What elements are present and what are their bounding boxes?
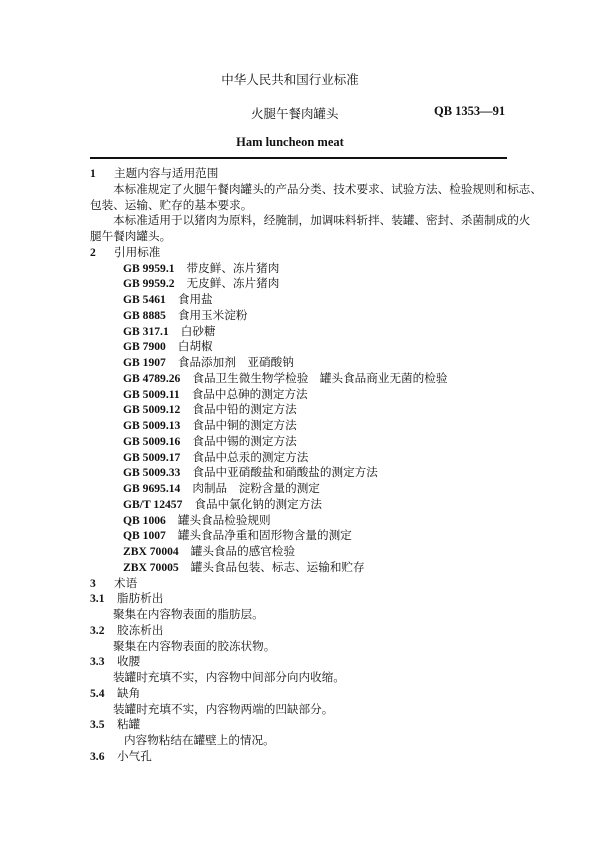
reference-code: GB 317.1 [123,324,169,338]
term-number: 3.6 [90,749,105,763]
reference-code: QB 1006 [123,513,166,527]
reference-code: GB 5009.33 [123,466,181,480]
section-heading [90,245,510,261]
reference-code: GB 9695.14 [123,482,181,495]
reference-title: 食品中锡的测定方法 [192,433,297,448]
term-heading [90,654,510,670]
reference-title: 白胡椒 [177,339,213,354]
section-title: 术语 [114,575,138,590]
term-heading [90,717,510,733]
section-number: 1 [90,167,96,180]
issuer-title: 中华人民共和国行业标准 [221,72,359,87]
paragraph-line: 腿午餐肉罐头。 [90,229,172,243]
term-name: 缺角 [117,685,141,700]
reference-title: 食品添加剂 亚硝酸钠 [177,355,294,369]
term-name: 胶冻析出 [117,622,164,637]
reference-title: 带皮鲜、冻片猪肉 [186,260,280,275]
reference-item [90,544,510,560]
reference-item [90,371,510,387]
reference-title: 白砂糖 [180,323,216,338]
term-name: 小气孔 [117,748,152,763]
term-name: 收腰 [117,654,141,669]
reference-title: 罐头食品净重和固形物含量的测定 [177,528,352,543]
reference-item [90,276,510,292]
reference-title: 食品卫生微生物学检验 罐头食品商业无菌的检验 [192,370,448,385]
reference-title: 罐头食品检验规则 [177,512,271,527]
reference-title: 食用玉米淀粉 [177,307,248,322]
reference-title: 罐头食品的感官检验 [190,544,296,558]
reference-title: 食品中总砷的测定方法 [191,386,308,401]
reference-item [90,481,510,497]
reference-title: 食品中氯化钠的测定方法 [194,496,322,511]
section-number: 2 [90,245,96,259]
reference-item [90,402,510,418]
reference-item [90,292,510,308]
reference-code: ZBX 70005 [123,560,179,574]
reference-code: GB 5009.11 [123,387,180,401]
term-number: 3.1 [90,592,105,606]
reference-code: GB 8885 [123,308,166,322]
reference-code: GB 9959.2 [123,277,175,291]
reference-code: GB 9959.1 [123,261,175,275]
term-definition: 装罐时充填不实，内容物两端的凹缺部分。 [113,701,334,716]
term-list [90,591,510,764]
reference-title: 食品中铜的测定方法 [192,418,297,432]
reference-title: 食用盐 [177,292,213,306]
paragraph-line: 本标准适用于以猪肉为原料，经腌制，加调味料斩拌、装罐、密封、杀菌制成的火 [113,213,531,228]
reference-code: ZBX 70004 [123,545,179,558]
paragraph-line: 包装、运输、贮存的基本要求。 [90,197,253,212]
reference-title: 无皮鲜、冻片猪肉 [186,276,280,291]
reference-item [90,465,510,481]
term-number: 3.3 [90,655,105,669]
term-number: 3.2 [90,623,105,637]
section-title: 引用标准 [114,244,161,259]
term-name: 粘罐 [117,717,141,732]
english-title: Ham luncheon meat [236,135,344,149]
section-heading [90,576,510,592]
reference-title: 罐头食品包装、标志、运输和贮存 [190,559,365,574]
section-heading [90,166,510,182]
standard-name: 火腿午餐肉罐头 [251,106,339,121]
reference-item [90,497,510,513]
reference-item [90,355,510,371]
section-number: 3 [90,576,96,590]
reference-item [90,528,510,544]
reference-code: GB 5009.12 [123,403,181,417]
reference-code: QB 1007 [123,529,166,543]
term-definition: 装罐时充填不实，内容物中间部分向内收缩。 [113,670,345,684]
standard-code: QB 1353—91 [434,104,506,118]
reference-code: GB 5009.16 [123,434,181,448]
reference-code: GB 5009.13 [123,419,181,432]
reference-item [90,560,510,576]
term-heading [90,749,510,765]
reference-item [90,339,510,355]
reference-code: GB 5009.17 [123,450,181,464]
reference-list [90,261,510,576]
reference-code: GB 7900 [123,340,166,354]
reference-title: 食品中总汞的测定方法 [192,449,309,464]
reference-item [90,450,510,466]
reference-code: GB 1907 [123,356,166,369]
term-name: 脂肪析出 [117,591,164,606]
term-definition: 聚集在内容物表面的脂肪层。 [113,607,264,621]
reference-code: GB 5461 [123,293,166,306]
term-definition: 聚集在内容物表面的胶冻状物。 [113,638,276,653]
term-heading [90,591,510,607]
document-body [90,166,542,765]
term-heading [90,623,510,639]
term-number: 3.5 [90,718,105,732]
reference-item [90,261,510,277]
reference-item [90,434,510,450]
section-title: 主题内容与适用范围 [114,166,219,180]
reference-title: 食品中铅的测定方法 [192,402,297,417]
reference-code: GB 4789.26 [123,371,181,385]
header-rule [90,157,507,159]
reference-item [90,513,510,529]
reference-item [90,308,510,324]
term-heading [90,686,510,702]
reference-title: 肉制品 淀粉含量的测定 [192,481,320,495]
reference-item [90,387,510,403]
reference-item [90,418,510,434]
term-number: 5.4 [90,686,105,700]
term-definition: 内容物粘结在罐壁上的情况。 [124,733,275,747]
reference-item [90,324,510,340]
paragraph-line: 本标准规定了火腿午餐肉罐头的产品分类、技术要求、试验方法、检验规则和标志、 [113,181,542,196]
reference-code: GB/T 12457 [123,497,183,511]
reference-title: 食品中亚硝酸盐和硝酸盐的测定方法 [192,465,378,480]
